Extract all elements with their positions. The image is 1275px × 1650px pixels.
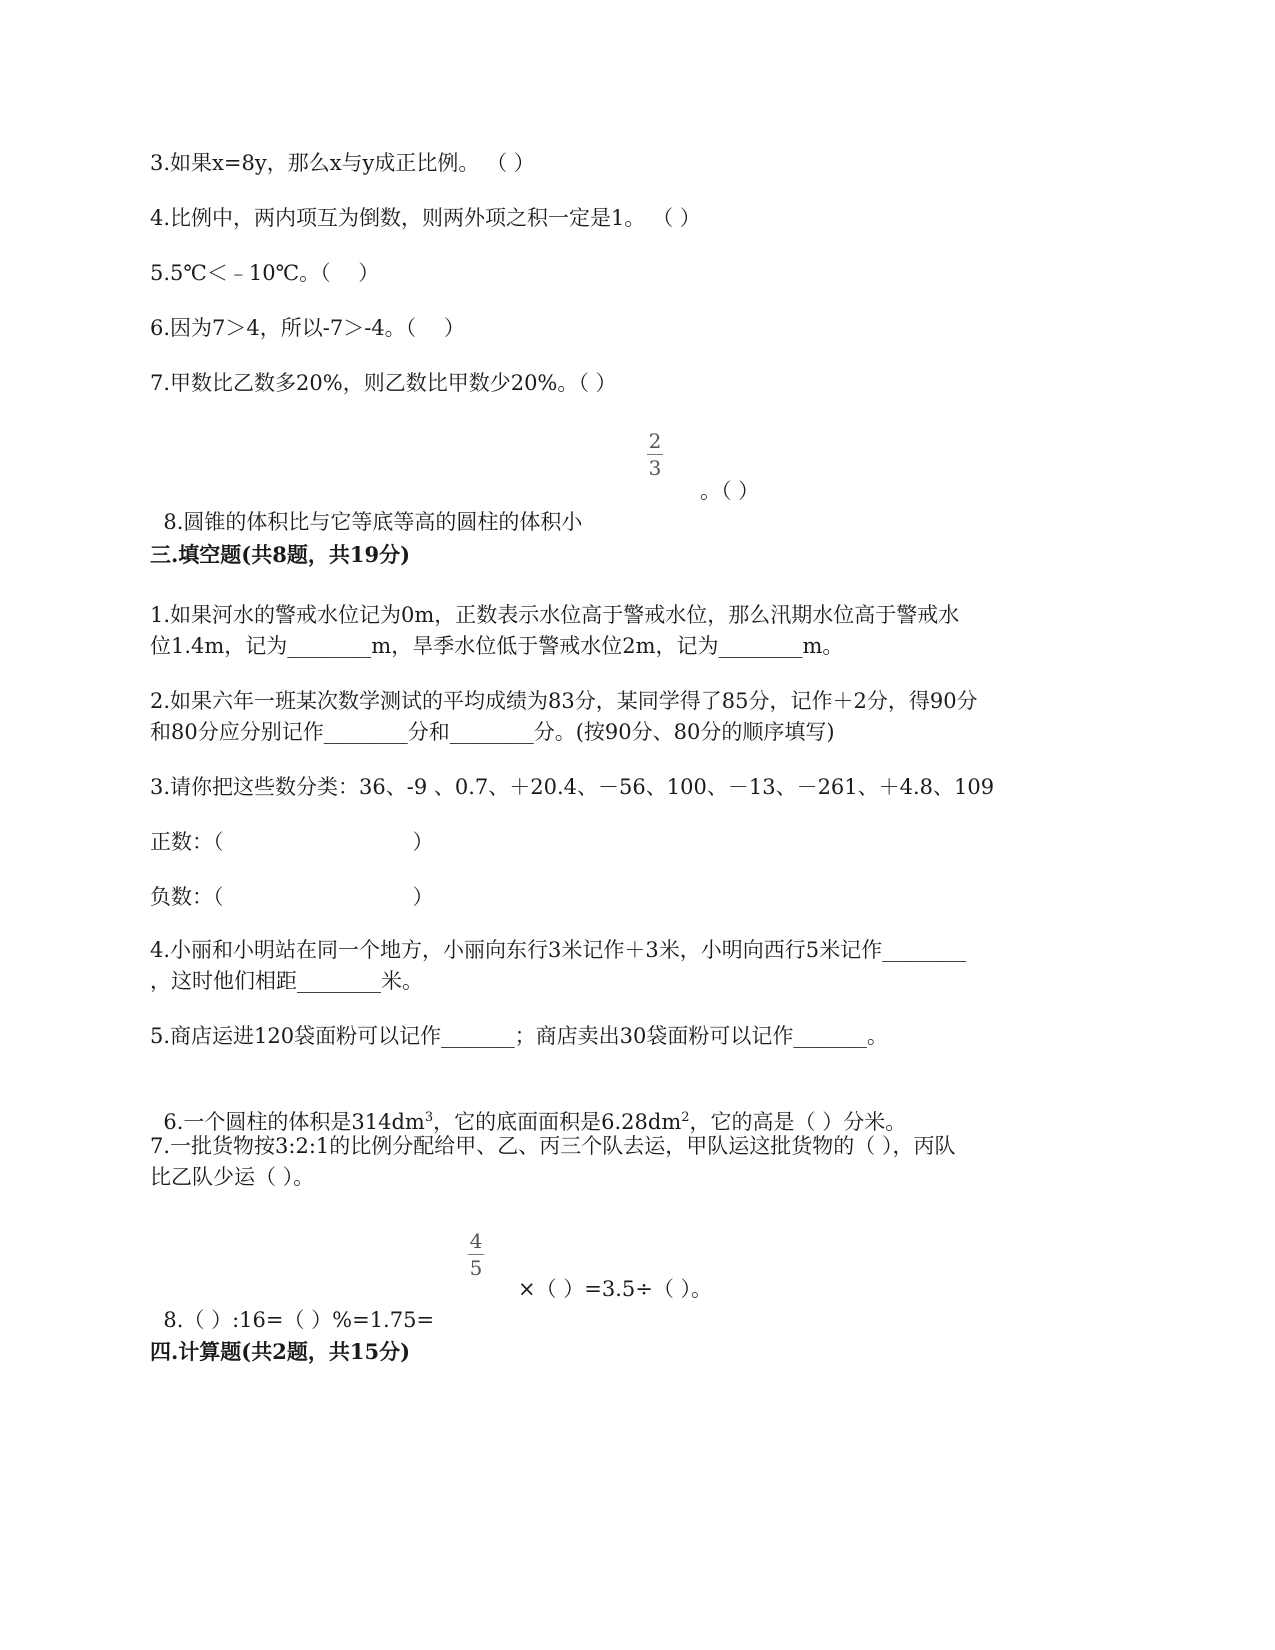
fraction-numerator: 4: [469, 1229, 483, 1253]
judge-question-5: 5.5℃＜﹣10℃。（ ）: [150, 261, 380, 285]
superscript-squared: 2: [681, 1110, 690, 1125]
fraction-four-fifths: [468, 1230, 484, 1279]
judge-question-4: 4.比例中，两内项互为倒数，则两外项之积一定是1。 （ ）: [150, 206, 701, 230]
judge-question-3: 3.如果x=8y，那么x与y成正比例。 （ ）: [150, 151, 535, 175]
fill-question-1-line-1: 1.如果河水的警戒水位记为0m，正数表示水位高于警戒水位，那么汛期水位高于警戒水: [150, 603, 960, 627]
judge-question-8: [150, 476, 582, 538]
superscript-cubed: 3: [424, 1110, 434, 1125]
fill-question-8-tail: ×（ ）=3.5÷（ ）。: [518, 1277, 713, 1301]
fill-question-8-text: 8.（ ）:16=（ ）%=1.75=: [163, 1308, 435, 1332]
fraction-bar: [647, 454, 663, 455]
fill-question-7-line-1: 7.一批货物按3:2:1的比例分配给甲、乙、丙三个队去运，甲队运这批货物的（ ），丙队: [150, 1134, 956, 1158]
fill-question-3: 3.请你把这些数分类：36、-9 、0.7、＋20.4、－56、100、－13、－261、＋4.8、109: [150, 775, 995, 799]
fraction-bar: [468, 1254, 484, 1255]
fraction-numerator: 2: [648, 429, 662, 453]
judge-question-6: 6.因为7＞4，所以-7＞-4。（ ）: [150, 316, 465, 340]
fill-question-6-part-b: ，它的底面面积是6.28dm: [433, 1110, 682, 1134]
fill-question-4-line-1: 4.小丽和小明站在同一个地方，小丽向东行3米记作＋3米，小明向西行5米记作________: [150, 938, 967, 962]
section-4-title: 四.计算题(共2题，共15分): [150, 1339, 411, 1364]
fraction-two-thirds: [647, 430, 663, 479]
fill-question-4-line-2: ，这时他们相距________米。: [150, 969, 423, 993]
fill-question-6-part-a: 6.一个圆柱的体积是314dm: [163, 1110, 425, 1134]
judge-question-8-tail: 。（ ）: [700, 479, 760, 503]
fill-question-5: 5.商店运进120袋面粉可以记作_______；商店卖出30袋面粉可以记作_______。: [150, 1024, 888, 1048]
fill-question-1-line-2: 位1.4m，记为________m，旱季水位低于警戒水位2m，记为________m。: [150, 634, 844, 658]
judge-question-7: 7.甲数比乙数多20%，则乙数比甲数少20%。（ ）: [150, 371, 617, 395]
fill-question-2-line-1: 2.如果六年一班某次数学测试的平均成绩为83分，某同学得了85分，记作＋2分，得90分: [150, 689, 978, 713]
fill-question-3-positive: 正数：（ ）: [150, 830, 434, 854]
fill-question-8: [150, 1274, 434, 1336]
fraction-denominator: 3: [648, 456, 662, 480]
fill-question-7-line-2: 比乙队少运（ ）。: [150, 1165, 315, 1189]
fill-question-6-part-c: ，它的高是（ ）分米。: [689, 1110, 907, 1134]
judge-question-8-text: 8.圆锥的体积比与它等底等高的圆柱的体积小: [163, 510, 583, 534]
fill-question-3-negative: 负数：（ ）: [150, 885, 434, 909]
fill-question-6: [150, 1076, 906, 1138]
section-3-title: 三.填空题(共8题，共19分): [150, 542, 411, 567]
fraction-denominator: 5: [469, 1256, 483, 1280]
fill-question-2-line-2: 和80分应分别记作________分和________分。(按90分、80分的顺序填写): [150, 720, 835, 744]
